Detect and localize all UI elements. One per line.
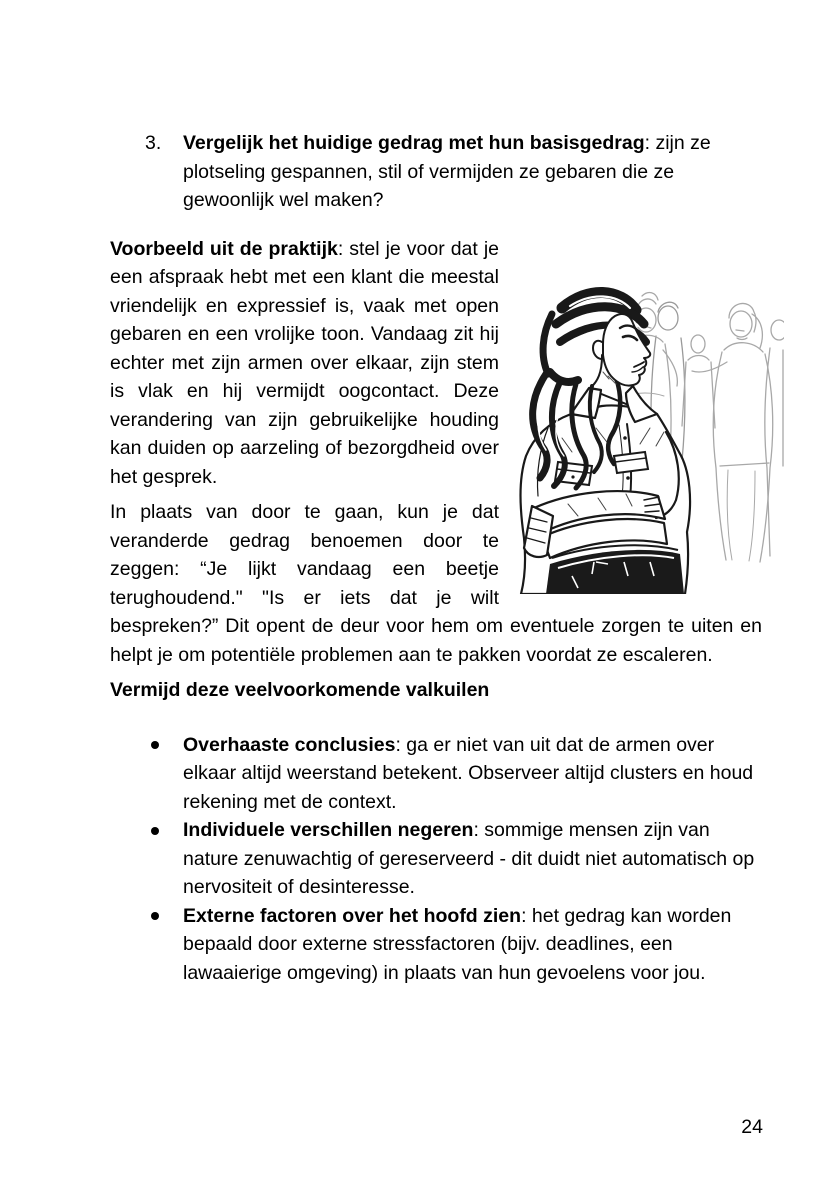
bullet-text	[183, 816, 762, 902]
list-item-bold-lead: Vergelijk het huidige gedrag met hun basisgedrag	[183, 132, 645, 154]
pitfalls-list	[110, 731, 762, 988]
bullet-dot-icon	[151, 827, 159, 835]
bullet-dot-icon	[151, 741, 159, 749]
list-item	[145, 731, 762, 817]
list-number: 3.	[145, 132, 162, 154]
bullet-rest: : het gedrag kan worden bepaald door externe stressfactoren (bijv. deadlines, een lawaaierige omgeving) in plaats van hun gevoelens voor jou.	[183, 904, 732, 984]
instead-paragraph-text: In plaats van door te gaan, kun je dat veranderde gedrag benoemen door te zeggen: “Je lijkt vandaag een beetje terughoudend." "Is er iets dat je wilt bespreken?” Dit opent de deur voor hem om eventuele zorgen te uiten en helpt je om potentiële problemen aan te pakken voordat ze escaleren.	[110, 501, 762, 666]
list-item	[145, 902, 762, 988]
list-item-rest: : zijn ze plotseling gespannen, stil of vermijden ze gebaren die ze gewoonlijk wel maken?	[183, 132, 711, 211]
list-item	[145, 816, 762, 902]
section-heading: Vermijd deze veelvoorkomende valkuilen	[110, 679, 490, 701]
numbered-list-item-3	[110, 129, 762, 215]
bullet-bold-lead: Overhaaste conclusies	[183, 733, 396, 756]
bullet-icon	[145, 731, 183, 817]
bullet-bold-lead: Externe factoren over het hoofd zien	[183, 904, 522, 927]
bullet-text	[183, 902, 762, 988]
bullet-text	[183, 731, 762, 817]
bullet-rest: : ga er niet van uit dat de armen over elkaar altijd weerstand betekent. Observeer altijd clusters en houd rekening met de context.	[183, 733, 754, 813]
bullet-dot-icon	[151, 912, 159, 920]
bullet-bold-lead: Individuele verschillen negeren	[183, 819, 474, 841]
bullet-icon	[145, 816, 183, 902]
bullet-rest: : sommige mensen zijn van nature zenuwachtig of gereserveerd - dit duidt niet automatisch op nervositeit of desinteresse.	[183, 819, 755, 898]
list-item-text	[183, 129, 762, 215]
example-paragraph-rest: : stel je voor dat je een afspraak hebt met een klant die meestal vriendelijk en expressief is, vaak met open gebaren en een vrolijke toon. Vandaag zit hij echter met zijn armen over elkaar, zijn stem is vlak en hij vermijdt oogcontact. Deze verandering van zijn gebruikelijke houding kan duiden op aarzeling of bezorgdheid over het gesprek.	[110, 237, 499, 488]
example-paragraph-bold-lead: Voorbeeld uit de praktijk	[110, 237, 338, 260]
page-number: 24	[741, 1116, 763, 1138]
woman-arms-crossed-illustration	[498, 256, 784, 594]
bullet-icon	[145, 902, 183, 988]
